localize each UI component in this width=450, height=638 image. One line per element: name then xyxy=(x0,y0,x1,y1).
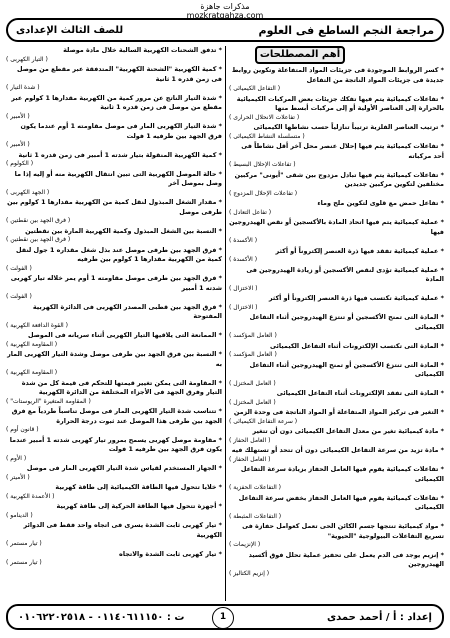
term-definition: * فرق الجهد بين قطبى المصدر الكهربى فى الدائرة الكهربية المفتوحة xyxy=(32,302,222,320)
term-definition: * شدة التيار الكهربى المار فى موصل مقاومته 1 أوم عندما يكون فرق الجهد بين طرفيه 1 فولت xyxy=(20,122,222,140)
term-answer: ( تيار مستمر ) xyxy=(6,559,42,566)
term-definition: * فرق الجهد بين طرفى موصل مقاومته 1 أوم يمر خلاله تيار كهربى شدته 1 أمبير xyxy=(10,274,222,292)
term-item xyxy=(6,274,222,301)
term-item xyxy=(6,246,222,273)
author-label: إعداد : أ / أحمد حمدى xyxy=(326,611,432,623)
term-definition: * مادة كيميائية تغير من معدل التفاعل الكيميائى دون أن تتغير xyxy=(252,427,444,435)
term-definition: * تفاعلات كيميائية يقوم فيها العامل الحفاز بزيادة سرعة التفاعل الكيميائى xyxy=(240,465,444,483)
term-definition: * ترتيب العناصر الفلزية ترتيباً تنازلياً حسب نشاطها الكيميائى xyxy=(253,123,444,131)
term-item xyxy=(6,331,222,349)
phone-label: ت : ٠١١٤٠٦١١١٥٠ - ٠١٠٦٢٢٠٢٥١٨ xyxy=(18,611,185,623)
term-answer: ( الاختزال ) xyxy=(229,303,258,311)
term-answer: ( العامل المؤكسد ) xyxy=(229,351,277,358)
term-definition: * مقدار الشغل المبذول لنقل كمية من الكهربية مقدارها 1 كولوم بين طرفى موصل xyxy=(7,198,222,216)
term-definition: * تفاعلات كيميائية يتم فيها تفكك جزيئات بعض المركبات الكيميائية بالحرارة إلى العناصر الأولية أو إلى مركبات أبسط منها xyxy=(236,94,444,112)
term-item xyxy=(6,350,222,377)
term-definition: * كسر الروابط الموجودة فى جزيئات المواد المتفاعلة وتكوين روابط جديدة فى جزيئات المواد الناتجة من التفاعل xyxy=(231,66,444,84)
term-item xyxy=(229,427,444,445)
term-definition: * المادة التى تنتزع الأكسجين أو تمنح الهيدروجين أثناء التفاعل الكيميائى xyxy=(249,360,444,378)
term-definition: * تفاعلات كيميائية يتم فيها تبادل مزدوج بين شقى "أيونى" مركبين مختلفين لتكوين مركبين جديدين xyxy=(234,170,444,188)
term-item xyxy=(229,342,444,360)
term-answer: ( تفاعل التعادل ) xyxy=(229,208,272,216)
term-answer: ( الأعمدة الكهربية ) xyxy=(6,492,55,500)
term-definition: * إنزيم يوجد فى الدم يعمل على تحفيز عملية تحلل فوق أكسيد الهيدروجين xyxy=(248,550,444,568)
term-answer: ( تفاعلات الانحلال الحرارى ) xyxy=(229,113,300,121)
term-answer: ( إنزيم الكتاليز ) xyxy=(229,569,270,577)
term-answer: ( متسلسلة النشاط الكيميائى ) xyxy=(229,132,305,140)
term-item xyxy=(6,94,222,121)
term-definition: * تيار كهربى ثابت الشدة يسرى فى اتجاه واحد فقط فى الدوائر الكهربية xyxy=(23,521,222,539)
term-definition: * النسبة بين فرق الجهد بين طرفى موصل وشدة التيار الكهربى المار به xyxy=(7,350,222,368)
term-answer: ( التفاعلات المثبطة ) xyxy=(229,512,282,520)
term-item xyxy=(6,502,222,520)
term-item xyxy=(6,227,222,245)
term-answer: ( التفاعلات الحفزية ) xyxy=(229,484,281,491)
term-definition: * تفاعل حمض مع قلوى لتكوين ملح وماء xyxy=(317,199,444,207)
term-item xyxy=(229,266,444,293)
term-item xyxy=(6,483,222,501)
term-definition: * عملية كيميائية تكتسب فيها ذرة العنصر إلكتروناً أو أكثر xyxy=(268,294,444,302)
term-answer: ( تفاعلات الإحلال البسيط ) xyxy=(229,161,296,168)
page-number: 1 xyxy=(212,607,234,629)
term-item xyxy=(6,407,222,434)
term-answer: ( الأميتر ) xyxy=(6,473,30,481)
term-answer: ( المقاومة الكهربية ) xyxy=(6,340,58,348)
term-definition: * حالة الموصل الكهربية التى تبين انتقال الكهربية منه أو إليه إذا ما وصل بموصل آخر xyxy=(14,169,222,187)
term-definition: * خلايا تتحول فيها الطاقة الكيميائية إلى طاقة كهربية xyxy=(55,483,222,491)
term-item xyxy=(229,123,444,141)
left-column xyxy=(6,46,222,601)
term-definition: * عملية كيميائية تفقد فيها ذرة العنصر إلكتروناً أو أكثر xyxy=(275,246,444,255)
column-divider xyxy=(225,46,226,601)
term-answer: ( الأكسدة ) xyxy=(229,256,258,263)
term-item xyxy=(229,465,444,492)
term-answer: ( فرق الجهد بين نقطتين ) xyxy=(6,217,71,224)
term-item xyxy=(229,389,444,407)
term-definition: * المقاومة التى يمكن تغيير قيمتها للتحكم فى قيمة كل من شدة التيار وفرق الجهد فى الأجزاء المختلفة من الدائرة الكهربية xyxy=(21,378,222,396)
term-definition: * الممانعة التى يلاقيها التيار الكهربى أثناء سريانه فى الموصل xyxy=(28,331,222,339)
term-answer: ( الكولوم ) xyxy=(6,160,34,167)
term-answer: ( العامل المختزل ) xyxy=(229,379,276,387)
term-item xyxy=(229,361,444,388)
term-definition: * تفاعلات كيميائية يتم فيها إحلال عنصر محل آخر أقل نشاطاً فى أحد مركباته xyxy=(241,142,444,160)
term-item xyxy=(229,494,444,521)
term-item xyxy=(6,303,222,330)
term-definition: * كمية الكهربية "الشحنة الكهربية" المتدفقة عبر مقطع من موصل فى زمن قدره 1 ثانية xyxy=(17,65,222,83)
term-answer: ( التيار الكهربى ) xyxy=(6,55,48,63)
term-item xyxy=(229,294,444,312)
page-title: مراجعة النجم الساطع فى العلوم xyxy=(258,23,434,37)
term-item xyxy=(6,122,222,149)
term-item xyxy=(6,550,222,568)
term-answer: ( الاختزال ) xyxy=(229,284,258,292)
term-item xyxy=(229,313,444,340)
term-answer: ( سرعة التفاعل الكيميائى ) xyxy=(229,417,298,425)
term-definition: * مقاومة موصل كهربى يسمح بمرور تيار كهربى شدته 1 أمبير عندما يكون فرق الجهد بين طرفيه 1 فولت xyxy=(9,435,222,453)
grade-label: للصف الثالث الإعدادى xyxy=(16,24,124,36)
header-banner xyxy=(6,18,444,42)
term-answer: ( التفاعل الكيميائى ) xyxy=(229,85,281,92)
term-answer: ( تفاعلات الإحلال المزدوج ) xyxy=(229,189,298,197)
term-item xyxy=(229,551,444,578)
term-answer: ( الأمبير ) xyxy=(6,141,30,148)
term-definition: * تدفق الشحنات الكهربية السالبة خلال مادة موصلة xyxy=(63,46,222,54)
term-answer: ( الإنزيمات ) xyxy=(229,541,261,548)
term-definition: * فرق الجهد بين طرفى موصل عند بذل شغل مقداره 1 جول لنقل كمية من الكهربية مقدارها 1 كولوم بين طرفيه xyxy=(16,245,222,263)
term-item xyxy=(6,151,222,169)
term-definition: * التغير فى تركيز المواد المتفاعلة أو المواد الناتجة فى وحدة الزمن xyxy=(233,408,444,416)
term-answer: ( الأمبير ) xyxy=(6,112,30,120)
term-item xyxy=(229,522,444,549)
term-answer: ( المقاومة المتغيرة "الريوستات" ) xyxy=(6,397,91,405)
term-item xyxy=(6,521,222,548)
right-column xyxy=(229,66,444,601)
term-answer: ( شدة التيار ) xyxy=(6,84,40,91)
term-answer: ( العامل المختزل ) xyxy=(229,398,276,406)
section-title: أهم المصطلحات xyxy=(255,46,345,64)
term-answer: ( الأوم ) xyxy=(6,454,27,462)
term-definition: * أجهزة تتحول فيها الطاقة الحركية إلى طاقة كهربية xyxy=(56,502,222,510)
term-answer: ( الأكسدة ) xyxy=(229,237,258,244)
term-item xyxy=(229,66,444,93)
term-definition: * المادة التى تمنح الأكسجين أو تنتزع الهيدروجين أثناء التفاعل الكيميائى xyxy=(249,313,444,331)
term-definition: * عملية كيميائية تؤدى لنقص الأكسجين أو زيادة الهيدروجين فى المادة xyxy=(246,265,444,283)
term-item xyxy=(229,247,444,265)
term-answer: ( القوة الدافعة الكهربية ) xyxy=(6,321,68,329)
term-item xyxy=(6,65,222,92)
term-item xyxy=(229,218,444,245)
term-item xyxy=(229,142,444,169)
site-watermark: مذكرات جاهزة mozkratgahza.com xyxy=(186,2,264,20)
term-item xyxy=(229,446,444,464)
term-answer: ( العامل الحفاز ) xyxy=(229,455,271,463)
term-definition: * تفاعلات كيميائية يقوم فيها العامل الحفاز بخفض سرعة التفاعل الكيميائى xyxy=(238,493,444,511)
term-definition: * شدة التيار الناتج عن مرور كمية من الكهربية مقدارها 1 كولوم عبر مقطع من موصل فى زمن قدره 1 ثانية xyxy=(11,93,222,111)
term-definition: * مادة تزيد من سرعة التفاعل الكيميائى دون أن تتحد أو تستهلك فيه xyxy=(231,446,444,454)
term-definition: * مواد كيميائية تنتجها جسم الكائن الحى تعمل كعوامل حفازة فى تسريع التفاعلات البيولوجية "الحيوية" xyxy=(242,522,444,540)
term-definition: * تتناسب شدة التيار الكهربى المار فى موصل تناسباً طردياً مع فرق الجهد بين طرفى هذا الموصل عند ثبوت درجة الحرارة xyxy=(11,407,222,425)
term-answer: ( العامل الحفاز ) xyxy=(229,436,271,444)
term-definition: * كمية الكهربية المنقولة بتيار شدته 1 أمبير فى زمن قدره 1 ثانية xyxy=(18,150,222,159)
term-item xyxy=(6,46,222,64)
term-answer: ( العامل المؤكسد ) xyxy=(229,332,277,339)
term-answer: ( الفولت ) xyxy=(6,293,32,300)
term-item xyxy=(6,464,222,482)
term-item xyxy=(229,95,444,122)
term-definition: * الجهاز المستخدم لقياس شدة التيار الكهربى المار فى موصل xyxy=(26,464,222,472)
term-item xyxy=(229,199,444,217)
term-answer: ( قانون أوم ) xyxy=(6,426,39,433)
term-answer: ( الفولت ) xyxy=(6,264,32,272)
term-answer: ( الجهد الكهربى ) xyxy=(6,188,50,196)
term-answer: ( تيار مستمر ) xyxy=(6,540,42,547)
term-item xyxy=(229,408,444,426)
term-item xyxy=(6,379,222,406)
term-item xyxy=(6,170,222,197)
term-definition: * النسبة بين الشغل المبذول وكمية الكهربية المارة بين نقطتين xyxy=(25,226,222,235)
term-item xyxy=(6,436,222,463)
term-definition: * تيار كهربى ثابت الشدة والاتجاه xyxy=(119,549,222,558)
term-answer: ( الدينامو ) xyxy=(6,511,33,519)
term-item xyxy=(6,198,222,225)
term-answer: ( فرق الجهد بين نقطتين ) xyxy=(6,236,71,243)
term-item xyxy=(229,171,444,198)
term-definition: * المادة التى تكتسب الإلكترونات أثناء التفاعل الكيميائى xyxy=(270,341,444,350)
term-definition: * المادة التى تفقد الإلكترونات أثناء التفاعل الكيميائى xyxy=(276,389,444,397)
term-answer: ( المقاومة الكهربية ) xyxy=(6,369,58,376)
term-definition: * عملية كيميائية يتم فيها اتحاد المادة بالأكسجين أو نقص الهيدروجين فيها xyxy=(229,218,444,236)
